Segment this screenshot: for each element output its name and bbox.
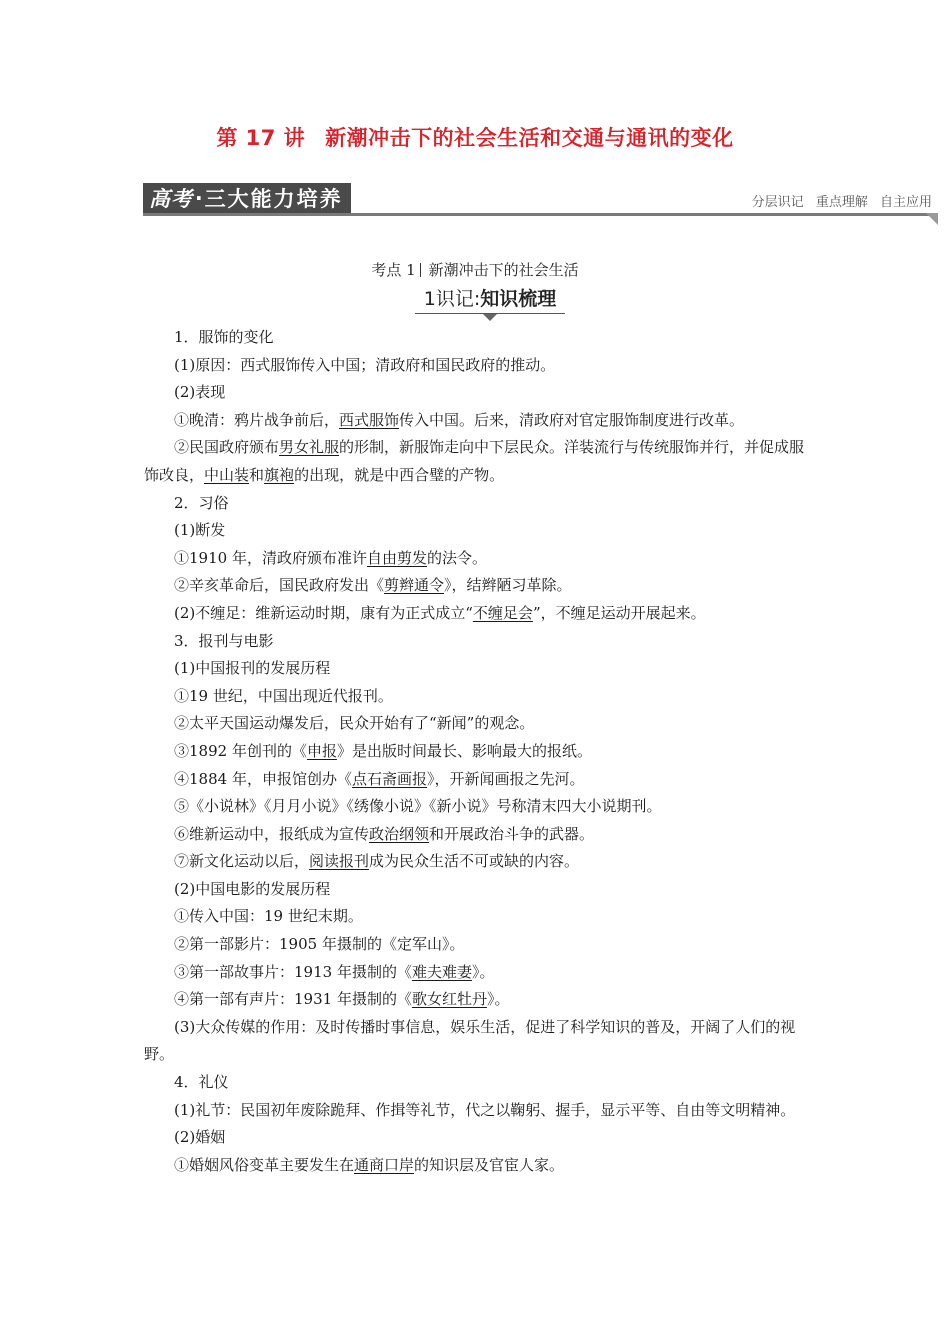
text-segment: ③1892 年创刊的《 [174, 741, 307, 760]
banner-label-part2: 三大能力培养 [204, 187, 343, 211]
key-term: 难夫难妻 [411, 962, 472, 981]
key-term: 歌女红牡丹 [411, 990, 487, 1009]
text-segment: 和 [249, 465, 265, 484]
content-line [144, 793, 816, 821]
text-segment: (1)中国报刊的发展历程 [174, 659, 331, 678]
content-line [144, 1069, 816, 1097]
text-segment: ①婚姻风俗变革主要发生在 [174, 1155, 355, 1174]
content-line [144, 1124, 816, 1152]
text-segment: (2)不缠足：维新运动时期，康有为正式成立“ [174, 603, 473, 622]
key-term: 自由剪发 [366, 548, 427, 567]
page-title [0, 122, 950, 152]
content-line [144, 379, 816, 407]
text-segment: 2．习俗 [174, 493, 229, 512]
text-segment: 的形制，新服饰走向中下层民众。洋装流行与传统服饰并行，并促成服饰改良， [144, 438, 805, 484]
text-segment: 》，结辫陋习革除。 [444, 576, 572, 595]
content-line [144, 434, 816, 489]
banner-rule [143, 213, 930, 216]
banner-tags [744, 191, 932, 210]
text-segment: 的出现，就是中西合璧的产物。 [294, 465, 505, 484]
text-segment: ①传入中国：19 世纪末期。 [174, 907, 363, 926]
lesson-number: 第 17 讲 [216, 126, 306, 150]
text-segment: ”，不缠足运动开展起来。 [532, 603, 706, 622]
text-segment: ①1910 年，清政府颁布准许 [174, 548, 367, 567]
content-body [144, 324, 816, 1179]
text-segment: 的法令。 [426, 548, 487, 567]
point-label: 考点 1 [371, 261, 416, 279]
sub-heading-underline [415, 313, 565, 314]
content-line [144, 1014, 816, 1069]
sub-heading [0, 284, 950, 314]
text-segment: 的知识层及官宦人家。 [414, 1155, 565, 1174]
banner-tag: 分层识记 [751, 195, 804, 210]
content-line [144, 407, 816, 435]
text-segment: ⑥维新运动中，报纸成为宣传 [174, 824, 370, 843]
key-term: 政治纲领 [369, 824, 430, 843]
content-line [144, 738, 816, 766]
point-separator [420, 263, 421, 277]
text-segment: ②民国政府颁布 [174, 438, 280, 457]
banner-tag: 自主应用 [879, 195, 932, 210]
banner-tag: 重点理解 [815, 195, 868, 210]
content-line [144, 1152, 816, 1180]
content-line [144, 572, 816, 600]
text-segment: ②辛亥革命后，国民政府发出《 [174, 576, 385, 595]
content-line [144, 655, 816, 683]
banner-label-part1: 高考 [149, 187, 193, 211]
text-segment: (2)婚姻 [174, 1128, 226, 1147]
text-segment: ④第一部有声片：1931 年摄制的《 [174, 990, 412, 1009]
key-term: 西式服饰 [339, 410, 400, 429]
text-segment: ③第一部故事片：1913 年摄制的《 [174, 962, 412, 981]
key-term: 阅读报刊 [309, 852, 370, 871]
text-segment: (3)大众传媒的作用：及时传播时事信息，娱乐生活，促进了科学知识的普及，开阔了人们的视野。 [144, 1017, 796, 1064]
content-line [144, 628, 816, 656]
content-line [144, 986, 816, 1014]
content-line [144, 324, 816, 352]
text-segment: (1)礼节：民国初年废除跪拜、作揖等礼节，代之以鞠躬、握手，显示平等、自由等文明精神。 [174, 1100, 796, 1119]
text-segment: 成为民众生活不可或缺的内容。 [369, 852, 580, 871]
key-term: 不缠足会 [472, 603, 533, 622]
banner-label [143, 183, 351, 213]
content-line [144, 821, 816, 849]
text-segment: ⑦新文化运动以后， [174, 852, 310, 871]
text-segment: ⑤《小说林》《月月小说》《绣像小说》《新小说》号称清末四大小说期刊。 [174, 797, 662, 816]
sub-heading-label: 识记: [435, 288, 481, 310]
content-line [144, 876, 816, 904]
text-segment: 》。 [486, 990, 510, 1009]
sub-heading-bold: 知识梳理 [480, 288, 557, 310]
sub-heading-pointer [483, 314, 497, 321]
key-term: 中山装 [204, 465, 250, 484]
content-line [144, 490, 816, 518]
text-segment: ①19 世纪，中国出现近代报刊。 [174, 686, 393, 705]
text-segment: ②太平天国运动爆发后，民众开始有了“新闻”的观念。 [174, 714, 535, 733]
key-term: 剪辫通令 [384, 576, 445, 595]
text-segment: (1)原因：西式服饰传入中国；清政府和国民政府的推动。 [174, 355, 556, 374]
text-segment: 和开展政治斗争的武器。 [429, 824, 595, 843]
text-segment: (1)断发 [174, 521, 226, 540]
content-line [144, 1097, 816, 1125]
banner-label-dot: · [195, 186, 203, 210]
key-term: 通商口岸 [354, 1155, 415, 1174]
text-segment: ①晚清：鸦片战争前后， [174, 410, 340, 429]
content-line [144, 683, 816, 711]
text-segment: 3．报刊与电影 [174, 631, 274, 650]
content-line [144, 903, 816, 931]
content-line [144, 545, 816, 573]
text-segment: (2)中国电影的发展历程 [174, 879, 331, 898]
content-line [144, 600, 816, 628]
sub-heading-number: 1 [423, 288, 436, 310]
content-line [144, 931, 816, 959]
content-line [144, 517, 816, 545]
lesson-title: 新潮冲击下的社会生活和交通与通讯的变化 [325, 126, 734, 150]
text-segment: ②第一部影片：1905 年摄制的《定军山》。 [174, 935, 465, 954]
content-line [144, 959, 816, 987]
content-line [144, 710, 816, 738]
key-term: 男女礼服 [279, 438, 340, 457]
text-segment: 》。 [471, 962, 495, 981]
key-term: 申报 [306, 741, 337, 760]
text-segment: 4．礼仪 [174, 1073, 229, 1092]
content-line [144, 848, 816, 876]
text-segment: (2)表现 [174, 383, 226, 402]
point-title: 新潮冲击下的社会生活 [428, 261, 579, 279]
content-line [144, 766, 816, 794]
text-segment: ④1884 年，申报馆创办《 [174, 769, 352, 788]
text-segment: 》，开新闻画报之先河。 [426, 769, 585, 788]
banner-corner [926, 213, 938, 225]
text-segment: 》是出版时间最长、影响最大的报纸。 [336, 741, 592, 760]
key-term: 点石斋画报 [351, 769, 427, 788]
text-segment: 1．服饰的变化 [174, 328, 274, 346]
content-line [144, 352, 816, 380]
section-banner [143, 183, 938, 225]
text-segment: 传入中国。后来，清政府对官定服饰制度进行改革。 [399, 410, 745, 429]
key-term: 旗袍 [264, 465, 295, 484]
point-heading [0, 259, 950, 280]
